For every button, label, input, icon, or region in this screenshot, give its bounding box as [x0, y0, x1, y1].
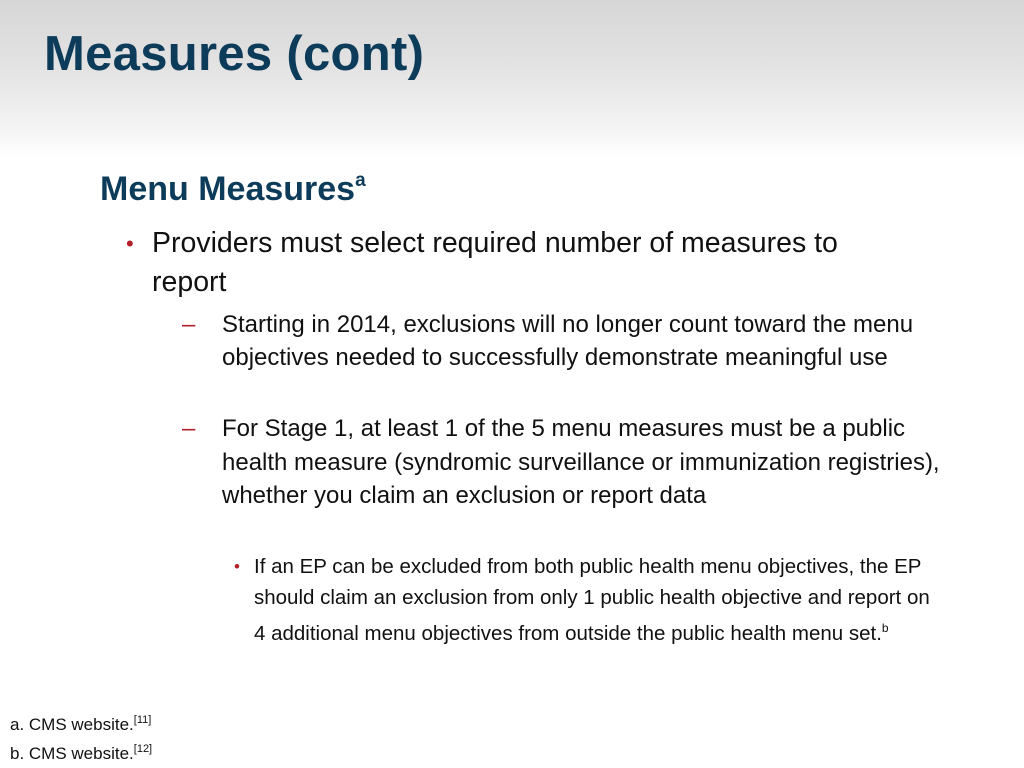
- bullet-dot-icon: •: [234, 557, 240, 576]
- bullet-level2-1-text: Starting in 2014, exclusions will no longer count toward the menu objectives needed to successfully demonstrate meaningful use: [222, 311, 914, 371]
- bullet-level2-2: [182, 412, 942, 513]
- section-heading-footnote: a: [355, 170, 366, 191]
- reference-text: a. CMS website.: [10, 715, 134, 734]
- section-heading-text: Menu Measures: [100, 170, 356, 208]
- reference-sup: [12]: [133, 743, 153, 755]
- reference-text: b. CMS website.: [10, 744, 134, 763]
- bullet-level1: [126, 224, 872, 302]
- bullet-level2-1: [182, 308, 942, 374]
- bullet-level2-2-text: For Stage 1, at least 1 of the 5 menu measures must be a public health measure (syndromic surveillance or immunization registries), whether you claim an exclusion or report data: [222, 415, 940, 509]
- dash-icon: –: [182, 311, 196, 338]
- references: [10, 708, 152, 766]
- bullet-level3-text: If an EP can be excluded from both public health menu objectives, the EP should claim an exclusion from only 1 public health objective and report on 4 additional menu objectives from outside the public health menu set.: [254, 555, 930, 645]
- bullet-level1-text: Providers must select required number of measures to report: [152, 227, 838, 298]
- bullet-level3: [234, 551, 934, 649]
- bullet-dot-icon: •: [126, 231, 134, 256]
- bullet-level3-footnote: b: [881, 621, 889, 635]
- slide-title: Measures (cont): [44, 27, 425, 81]
- reference-item: [10, 737, 152, 766]
- section-heading: [100, 170, 366, 209]
- reference-item: [10, 708, 152, 737]
- dash-icon: –: [182, 415, 196, 442]
- reference-sup: [11]: [133, 714, 152, 726]
